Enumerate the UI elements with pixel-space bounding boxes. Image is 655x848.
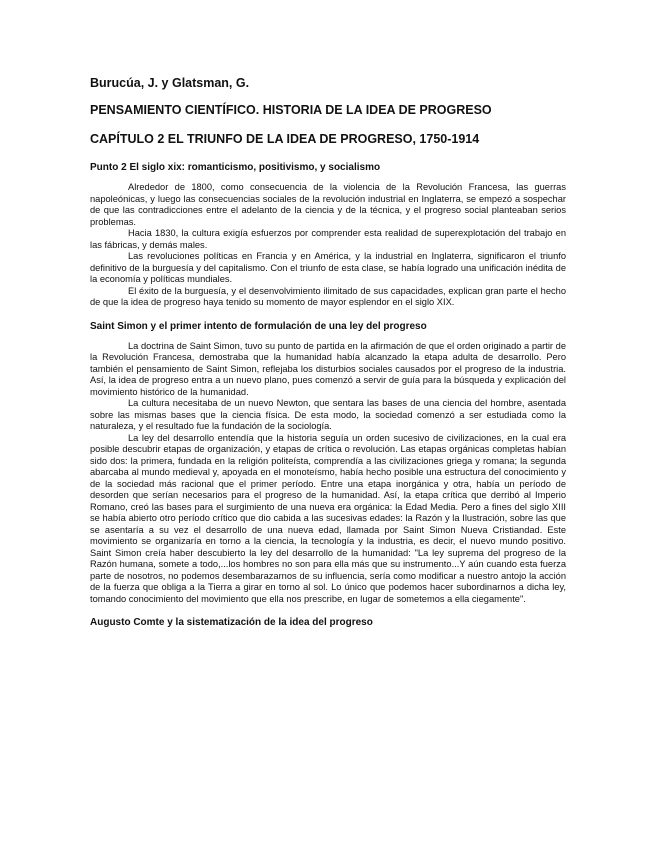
section-body	[90, 341, 566, 606]
paragraph: La ley del desarrollo entendía que la historia seguía un orden sucesivo de civilizaciones, en la cual era posible descubrir etapas de organización, y etapas de crítica o revolución. Las etapas orgánicas completas habían sido dos: la primera, fundada en la religión politeísta, comprendía a las civilizaciones griega y romana; la segunda abarcaba al mundo medieval y, apoyada en el monoteísmo, había hecho posible una estructura del conocimiento y de la sociedad más racional que el primer período. Entre una etapa inorgánica y otra, había un período de desorden que serían necesarios para el progreso de la humanidad. Así, la etapa crítica que derribó al Imperio Romano, creó las bases para el surgimiento de una nueva era orgánica: la Edad Media. Pero a fines del siglo XIII se había abierto otro período crítico que dio cabida a las sucesivas edades: la Razón y la Ilustración, sobre las que se asentaría a su vez el desarrollo de una nueva edad, llamada por Saint Simon Nueva Cristiandad. Este movimiento se organizaría en torno a la ciencia, la tecnología y la industria, es decir, el nuevo mundo positivo. Saint Simon creía haber descubierto la ley del desarrollo de la humanidad: "La ley suprema del progreso de la Razón humana, somete a todo,...los hombres no son para ella más que su instrumento...Y aún cuando esta fuerza parte de nosotros, no podemos desembarazarnos de su influencia, sería como modificar a nuestro antojo la acción de la fuerza que obliga a la Tierra a girar en torno al sol. Lo único que podemos hacer subordinarnos a dicha ley, tomando conocimiento del movimiento que ella nos prescribe, en lugar de sometemos a ella ciegamente".	[90, 432, 566, 604]
paragraph: Hacia 1830, la cultura exigía esfuerzos por comprender esta realidad de superexplotación del trabajo en las fábricas, y demás males.	[90, 228, 566, 250]
section-heading: Saint Simon y el primer intento de formulación de una ley del progreso	[90, 320, 427, 332]
section-punto-2	[90, 162, 566, 309]
paragraph: Las revoluciones políticas en Francia y en América, y la industrial en Inglaterra, significaron el triunfo definitivo de la burguesía y del capitalismo. Con el triunfo de esta clase, se había logrado una unificación inédita de la economía y políticas mundiales.	[90, 251, 566, 284]
paragraph: La cultura necesitaba de un nuevo Newton, que sentara las bases de una ciencia del hombre, asentada sobre las mismas bases que la ciencia física. De esta modo, la sociedad comenzó a ser estudiada como la naturaleza, y el resultado fue la fundación de la sociología.	[90, 398, 566, 431]
section-heading: Punto 2 El siglo xix: romanticismo, positivismo, y socialismo	[90, 162, 381, 173]
paragraph: La doctrina de Saint Simon, tuvo su punto de partida en la afirmación de que el orden originado a partir de la Revolución Francesa, demostraba que la humanidad había alcanzado la etapa adulta de desarrollo. Pero también el pensamiento de Saint Simon, reflejaba los disturbios sociales causados por el progreso de la industria. Así, la idea de progreso entra a un nuevo plano, pues comenzó a servir de guía para la búsqueda y explicación del movimiento histórico de la humanidad.	[90, 340, 566, 397]
document-title: PENSAMIENTO CIENTÍFICO. HISTORIA DE LA IDEA DE PROGRESO	[90, 103, 492, 117]
author-line: Burucúa, J. y Glatsman, G.	[90, 76, 250, 90]
paragraph: Alrededor de 1800, como consecuencia de la violencia de la Revolución Francesa, las guerras napoleónicas, y luego las consecuencias sociales de la revolución industrial en Inglaterra, se empezó a sospechar de que las contradicciones entre el adelanto de la ciencia y de la técnica, y el progreso social planteaban serios problemas.	[90, 182, 566, 227]
section-body	[90, 182, 566, 309]
section-heading: Augusto Comte y la sistematización de la idea del progreso	[90, 617, 373, 628]
document-content	[90, 76, 566, 640]
section-saint-simon	[90, 321, 566, 606]
section-augusto-comte	[90, 617, 566, 628]
paragraph: El éxito de la burguesía, y el desenvolvimiento ilimitado de sus capacidades, explican gran parte el hecho de que la idea de progreso haya tenido su momento de mayor esplendor en el siglo XIX.	[90, 285, 566, 307]
chapter-title: CAPÍTULO 2 EL TRIUNFO DE LA IDEA DE PROGRESO, 1750-1914	[90, 132, 480, 146]
